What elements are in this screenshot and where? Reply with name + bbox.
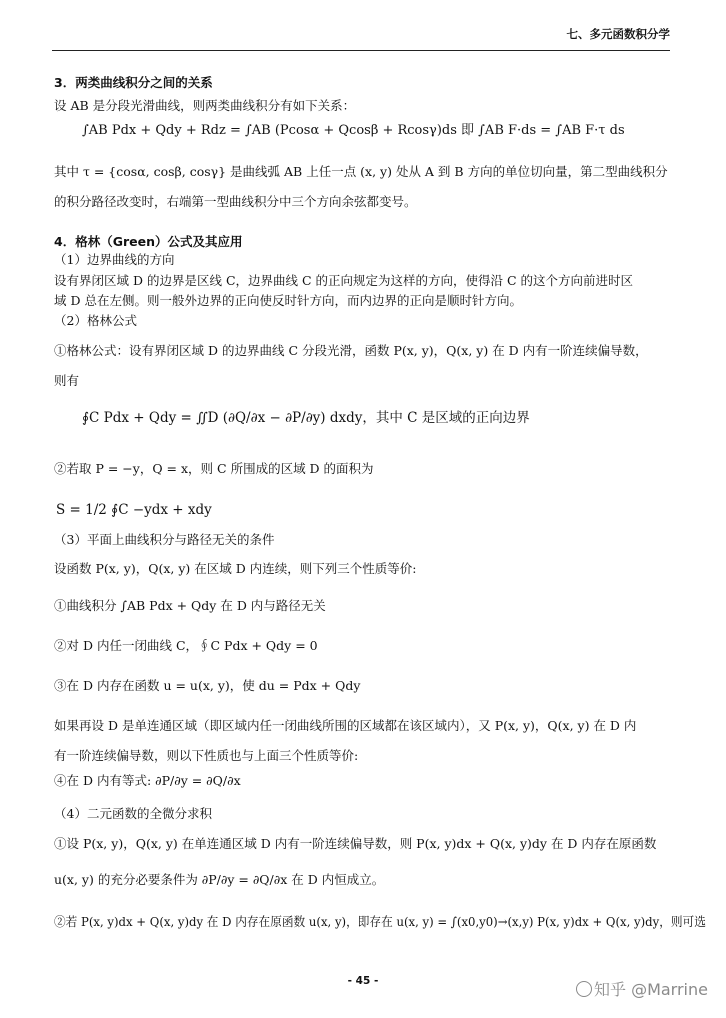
path-independence-intro: 设函数 P(x, y)，Q(x, y) 在区域 D 内连续，则下列三个性质等价: xyxy=(54,561,417,576)
total-differential-text-3: ②若 P(x, y)dx + Q(x, y)dy 在 D 内存在原函数 u(x, y)，即存在 u(x, y) = ∫(x0,y0)→(x,y) P(x, y)dx + Q(x, y)dy，则可选 xyxy=(54,914,706,929)
total-differential-text-2: u(x, y) 的充分必要条件为 ∂P/∂y = ∂Q/∂x 在 D 内恒成立。 xyxy=(54,872,385,887)
subsection-3-title: （3）平面上曲线积分与路径无关的条件 xyxy=(54,532,275,547)
green-theorem-text-2: 则有 xyxy=(54,373,80,388)
section-3-note-2: 的积分路径改变时，右端第一型曲线积分中三个方向余弦都变号。 xyxy=(54,194,417,209)
property-2: ②对 D 内任一闭曲线 C，∮C Pdx + Qdy = 0 xyxy=(54,638,318,653)
subsection-1-title: （1）边界曲线的方向 xyxy=(54,252,175,267)
subsection-2-title: （2）格林公式 xyxy=(54,313,137,328)
green-theorem-text-1: ①格林公式：设有界闭区域 D 的边界曲线 C 分段光滑，函数 P(x, y)，Q(x, y) 在 D 内有一阶连续偏导数， xyxy=(54,343,648,358)
section-3-formula: ∫AB Pdx + Qdy + Rdz = ∫AB (Pcosα + Qcosβ + Rcosγ)ds 即 ∫AB F·ds = ∫AB F·τ ds xyxy=(82,123,625,138)
section-3-note-1: 其中 τ = {cosα, cosβ, cosγ} 是曲线弧 AB 上任一点 (x, y) 处从 A 到 B 方向的单位切向量，第二型曲线积分 xyxy=(54,164,668,179)
page-number: - 45 - xyxy=(347,975,379,987)
section-4-heading: 4．格林（Green）公式及其应用 xyxy=(54,234,243,249)
boundary-text-2: 域 D 总在左侧。则一般外边界的正向使反时针方向，而内边界的正向是顺时针方向。 xyxy=(54,293,522,308)
green-formula: ∮C Pdx + Qdy = ∬D (∂Q/∂x − ∂P/∂y) dxdy，其中 C 是区域的正向边界 xyxy=(82,410,530,426)
property-4: ④在 D 内有等式: ∂P/∂y = ∂Q/∂x xyxy=(54,773,241,788)
property-3: ③在 D 内存在函数 u = u(x, y)，使 du = Pdx + Qdy xyxy=(54,678,361,693)
boundary-text-1: 设有界闭区域 D 的边界是区线 C，边界曲线 C 的正向规定为这样的方向，使得沿 C 的这个方向前进时区 xyxy=(54,273,634,288)
area-intro: ②若取 P = −y，Q = x，则 C 所围成的区域 D 的面积为 xyxy=(54,461,374,476)
simply-connected-text-2: 有一阶连续偏导数，则以下性质也与上面三个性质等价: xyxy=(54,748,359,763)
area-formula: S = 1/2 ∮C −ydx + xdy xyxy=(56,502,212,518)
section-3-heading: 3．两类曲线积分之间的关系 xyxy=(54,75,213,90)
watermark-text: 知乎 @Marrine xyxy=(593,980,708,999)
watermark xyxy=(576,977,708,1000)
property-1: ①曲线积分 ∫AB Pdx + Qdy 在 D 内与路径无关 xyxy=(54,598,326,613)
total-differential-text-1: ①设 P(x, y)，Q(x, y) 在单连通区域 D 内有一阶连续偏导数，则 P(x, y)dx + Q(x, y)dy 在 D 内存在原函数 xyxy=(54,836,657,851)
section-3-intro: 设 AB 是分段光滑曲线，则两类曲线积分有如下关系： xyxy=(54,98,356,113)
running-header: 七、多元函数积分学 xyxy=(566,27,670,41)
header-rule xyxy=(52,50,670,51)
simply-connected-text-1: 如果再设 D 是单连通区域（即区域内任一闭曲线所围的区域都在该区域内），又 P(x, y)，Q(x, y) 在 D 内 xyxy=(54,718,637,733)
zhihu-logo-icon xyxy=(576,981,592,997)
subsection-4-title: （4）二元函数的全微分求积 xyxy=(54,806,212,821)
